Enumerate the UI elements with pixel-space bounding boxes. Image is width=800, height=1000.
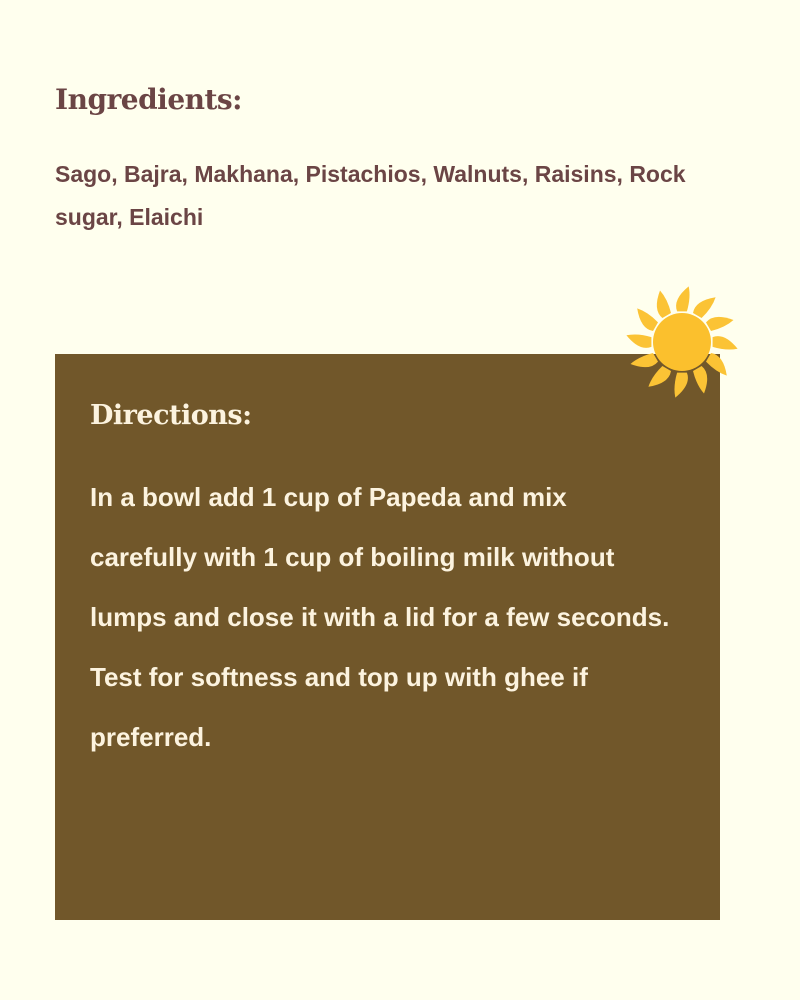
sun-ray (676, 286, 689, 311)
sun-ray (657, 291, 671, 319)
sun-ray (631, 353, 659, 367)
sun-ray (637, 308, 658, 331)
sun-ray (706, 353, 727, 376)
sun-ray (693, 297, 716, 318)
sun-ray (648, 366, 671, 387)
sun-ray (674, 373, 687, 398)
ingredients-heading: Ingredients: (55, 83, 243, 116)
ingredients-list: Sago, Bajra, Makhana, Pistachios, Walnuts, Raisins, Rock sugar, Elaichi (55, 161, 686, 230)
sun-ray (626, 334, 651, 347)
sun-ray (713, 336, 738, 349)
directions-text: In a bowl add 1 cup of Papeda and mix carefully with 1 cup of boiling milk without lumps and close it with a lid for a few seconds. Test for softness and top up with ghee if preferred. (90, 482, 670, 752)
sun-ray (693, 366, 707, 394)
sun-ray (706, 317, 734, 331)
sun-icon (622, 282, 742, 402)
directions-card (55, 354, 720, 920)
directions-heading: Directions: (90, 400, 252, 431)
